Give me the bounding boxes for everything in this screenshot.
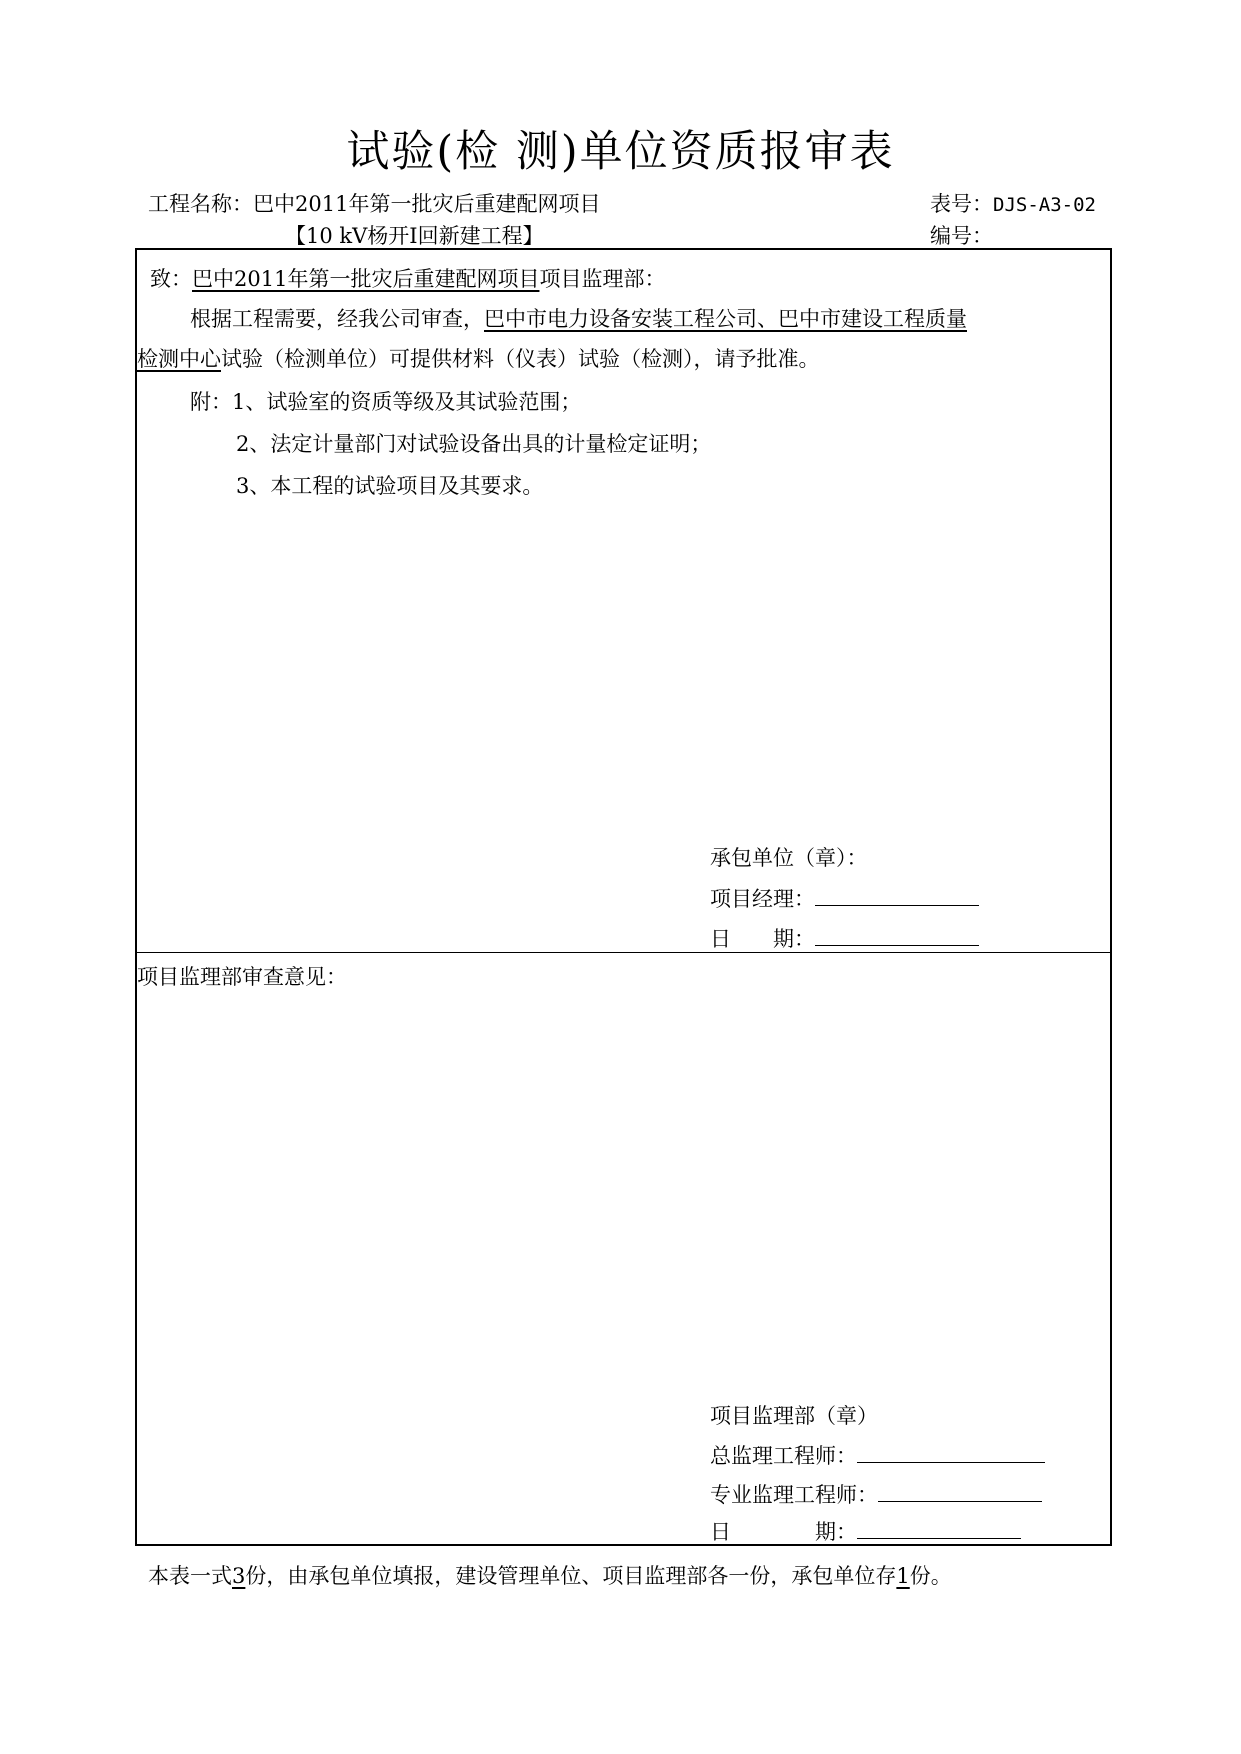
addressee-org: 巴中2011年第一批灾后重建配网项目 — [192, 267, 540, 291]
supervision-date-line — [857, 1516, 1021, 1539]
attachment-item-2: 2、法定计量部门对试验设备出具的计量检定证明； — [236, 432, 712, 456]
project-name-line — [148, 188, 600, 218]
serial-number-label: 编号： — [930, 224, 993, 248]
footer-part-2: 份，由承包单位填报，建设管理单位、项目监理部各一份，承包单位存 — [245, 1564, 897, 1588]
form-number-label: 表号： — [930, 192, 993, 216]
request-prefix: 根据工程需要，经我公司审查， — [190, 307, 484, 331]
manager-label: 项目经理： — [710, 887, 815, 911]
footer-part-1: 本表一式 — [148, 1564, 232, 1588]
supervision-seal-label: 项目监理部（章） — [710, 1404, 878, 1428]
footer-copies: 3 — [232, 1564, 246, 1588]
attachment-item-3: 3、本工程的试验项目及其要求。 — [236, 474, 544, 498]
chief-engineer-signature-line — [857, 1440, 1045, 1463]
supervision-date-row — [710, 1516, 1021, 1546]
specialist-engineer-signature-line — [878, 1479, 1042, 1502]
request-suffix: 试验（检测单位）可提供材料（仪表）试验（检测），请予批准。 — [221, 347, 820, 371]
form-title: 试验(检 测)单位资质报审表 — [346, 127, 895, 177]
specialist-engineer-row — [710, 1479, 1042, 1509]
contractor-date-label: 日 期： — [710, 927, 815, 951]
request-line-2 — [137, 343, 820, 373]
addressee-line — [150, 263, 665, 293]
addressee-prefix: 致： — [150, 267, 192, 291]
footer-kept: 1 — [896, 1564, 910, 1588]
attachment-item-1 — [190, 386, 581, 416]
manager-signature-row — [710, 883, 979, 913]
contractor-seal-label: 承包单位（章）： — [710, 846, 868, 870]
footer-note — [148, 1560, 952, 1590]
specialist-engineer-label: 专业监理工程师： — [710, 1483, 878, 1507]
project-name: 巴中2011年第一批灾后重建配网项目 — [253, 192, 601, 216]
chief-engineer-label: 总监理工程师： — [710, 1444, 857, 1468]
addressee-suffix: 项目监理部： — [539, 267, 666, 291]
attachment-text: 1、试验室的资质等级及其试验范围； — [232, 390, 582, 414]
project-subtitle: 【10 kV杨开Ⅰ回新建工程】 — [285, 224, 544, 248]
footer-part-3: 份。 — [909, 1564, 952, 1588]
lab-name-part-1: 巴中市电力设备安装工程公司、巴中市建设工程质量 — [484, 307, 967, 331]
project-label: 工程名称： — [148, 192, 253, 216]
request-line-1 — [190, 303, 967, 333]
review-opinion-label: 项目监理部审查意见： — [137, 965, 347, 989]
lab-name-part-2: 检测中心 — [137, 347, 221, 371]
contractor-date-line — [815, 923, 979, 946]
form-number — [930, 188, 1096, 218]
attachment-label: 附： — [190, 390, 232, 414]
chief-engineer-row — [710, 1440, 1045, 1470]
contractor-date-row — [710, 923, 979, 953]
manager-signature-line — [815, 883, 979, 906]
form-number-value: DJS-A3-02 — [993, 194, 1096, 216]
supervision-date-label: 日 期： — [710, 1520, 857, 1544]
